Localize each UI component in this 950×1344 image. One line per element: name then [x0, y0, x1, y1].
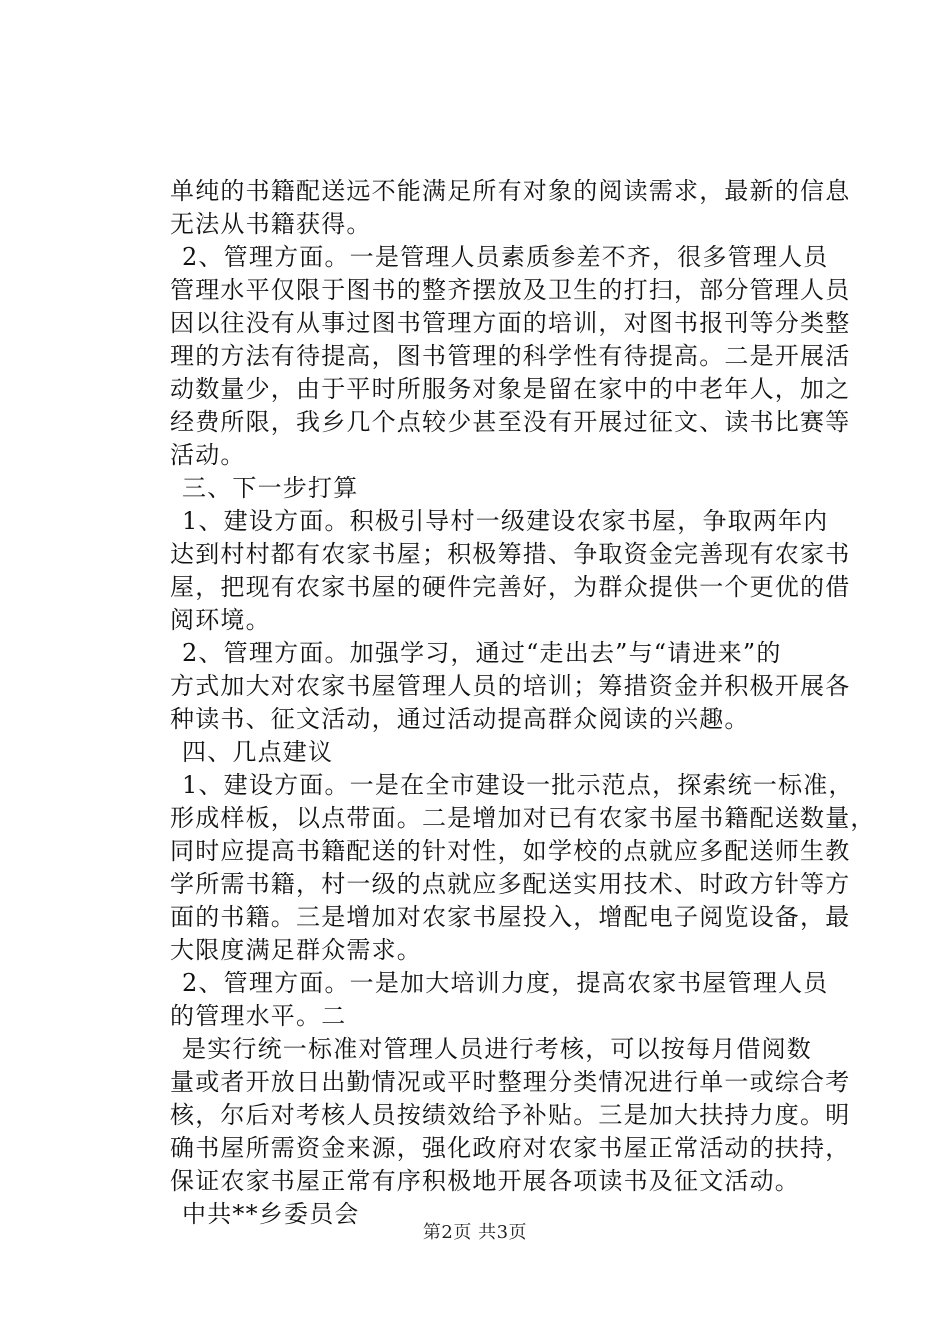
page-footer: [0, 1218, 950, 1244]
text-line: 经费所限，我乡几个点较少甚至没有开展过征文、读书比赛等: [170, 408, 851, 436]
text-line: 1、建设方面。积极引导村一级建设农家书屋，争取两年内: [182, 507, 829, 535]
section-heading: 四、几点建议: [182, 738, 334, 766]
text-line: 方式加大对农家书屋管理人员的培训；筹措资金并积极开展各: [170, 672, 851, 700]
text-line: 确书屋所需资金来源，强化政府对农家书屋正常活动的扶持，: [170, 1134, 851, 1162]
page-number: 第2页 共3页: [422, 1222, 528, 1243]
text-line: 同时应提高书籍配送的针对性，如学校的点就应多配送师生教: [170, 837, 851, 865]
text-line: 大限度满足群众需求。: [170, 936, 422, 964]
text-line: 屋，把现有农家书屋的硬件完善好，为群众提供一个更优的借: [170, 573, 851, 601]
paragraph-1: [170, 175, 851, 241]
paragraph-construction-suggestion: [170, 769, 876, 967]
section-heading-next-steps: [170, 472, 790, 505]
text-line: 2、管理方面。一是加大培训力度，提高农家书屋管理人员: [182, 969, 829, 997]
text-line: 单纯的书籍配送远不能满足所有对象的阅读需求，最新的信息: [170, 177, 851, 205]
paragraph-construction-plan: [170, 505, 851, 637]
text-line: 形成样板，以点带面。二是增加对已有农家书屋书籍配送数量，: [170, 804, 876, 832]
text-line: 量或者开放日出勤情况或平时整理分类情况进行单一或综合考: [170, 1068, 851, 1096]
text-line: 活动。: [170, 441, 246, 469]
text-line: 的管理水平。二: [170, 1002, 347, 1030]
text-line: 达到村村都有农家书屋；积极筹措、争取资金完善现有农家书: [170, 540, 851, 568]
text-line: 种读书、征文活动，通过活动提高群众阅读的兴趣。: [170, 705, 750, 733]
text-line: 无法从书籍获得。: [170, 210, 372, 238]
section-heading: 三、下一步打算: [182, 474, 359, 502]
section-heading-suggestions: [170, 736, 790, 769]
paragraph-management-plan: [170, 637, 851, 736]
document-body: [170, 175, 876, 1231]
signature-organization: 中共**乡委员会: [182, 1200, 360, 1228]
text-line: 阅环境。: [170, 606, 271, 634]
paragraph-management-suggestion: [170, 967, 851, 1198]
text-line: 是实行统一标准对管理人员进行考核，可以按每月借阅数: [182, 1035, 812, 1063]
text-line: 2、管理方面。一是管理人员素质参差不齐，很多管理人员: [182, 243, 829, 271]
text-line: 因以往没有从事过图书管理方面的培训，对图书报刊等分类整: [170, 309, 851, 337]
text-line: 核，尔后对考核人员按绩效给予补贴。三是加大扶持力度。明: [170, 1101, 851, 1129]
text-line: 理的方法有待提高，图书管理的科学性有待提高。二是开展活: [170, 342, 851, 370]
text-line: 学所需书籍，村一级的点就应多配送实用技术、时政方针等方: [170, 870, 851, 898]
text-line: 2、管理方面。加强学习，通过“走出去”与“请进来”的: [182, 639, 782, 667]
text-line: 面的书籍。三是增加对农家书屋投入，增配电子阅览设备，最: [170, 903, 851, 931]
paragraph-management: [170, 241, 851, 472]
text-line: 管理水平仅限于图书的整齐摆放及卫生的打扫，部分管理人员: [170, 276, 851, 304]
text-line: 保证农家书屋正常有序积极地开展各项读书及征文活动。: [170, 1167, 800, 1195]
text-line: 动数量少，由于平时所服务对象是留在家中的中老年人，加之: [170, 375, 851, 403]
text-line: 1、建设方面。一是在全市建设一批示范点，探索统一标准，: [182, 771, 854, 799]
